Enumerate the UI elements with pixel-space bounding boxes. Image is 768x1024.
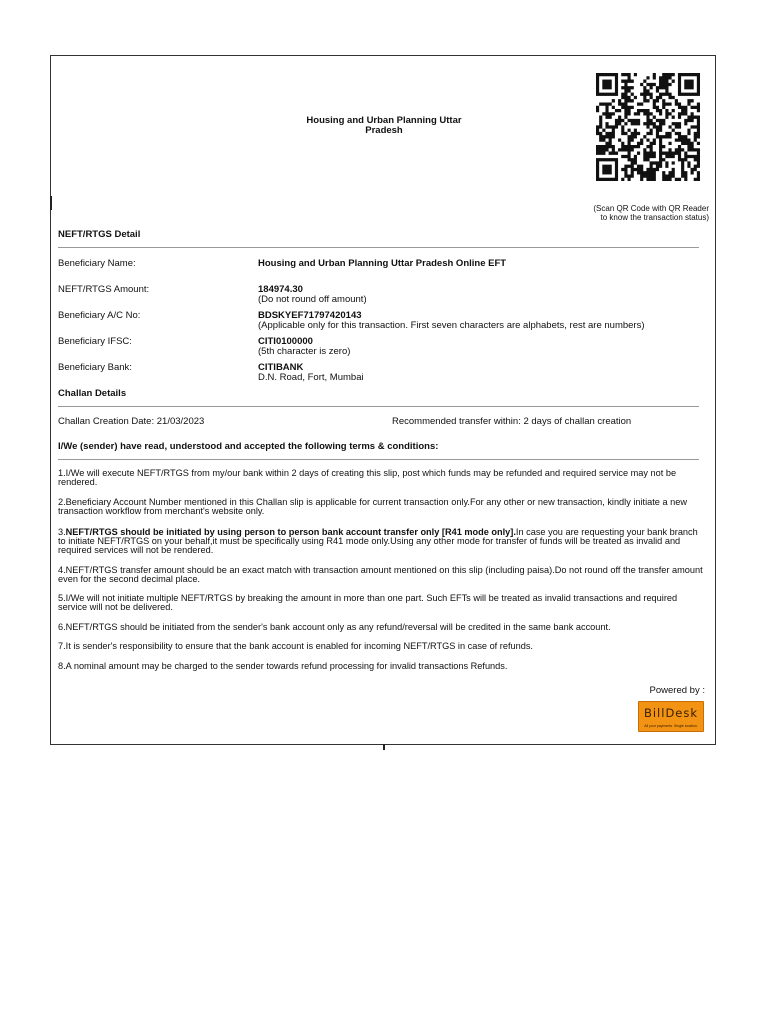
amount-value	[258, 285, 367, 304]
account-number-note: (Applicable only for this transaction. First seven characters are alphabets, rest are numbers)	[258, 319, 645, 331]
recommended-transfer: Recommended transfer within: 2 days of challan creation	[392, 416, 632, 427]
ifsc: CITI0100000	[258, 336, 313, 347]
neft-section-heading: NEFT/RTGS Detail	[58, 229, 141, 240]
account-number-value	[258, 311, 645, 330]
term-item: 6.NEFT/RTGS should be initiated from the sender's bank account only as any refund/reversal will be credited in the same bank account.	[58, 622, 611, 632]
title-line-1: Housing and Urban Planning Uttar	[306, 115, 462, 126]
bank-address: D.N. Road, Fort, Mumbai	[258, 371, 364, 383]
challan-slip	[50, 55, 716, 745]
term-item: 5.I/We will not initiate multiple NEFT/RTGS by breaking the amount in more than one part. Such EFTs will be treated as invalid transactions and required service will not be delivered.	[58, 593, 678, 612]
billdesk-logo	[638, 701, 704, 732]
beneficiary-name-label: Beneficiary Name:	[58, 258, 136, 269]
divider	[58, 247, 699, 248]
title-line-2: Pradesh	[365, 124, 403, 136]
account-number: BDSKYEF71797420143	[258, 310, 362, 321]
term-item: 4.NEFT/RTGS transfer amount should be an exact match with transaction amount mentioned on this slip (including paisa).Do not round off the transfer amount even for the second decimal place.	[58, 565, 703, 584]
amount-note: (Do not round off amount)	[258, 293, 367, 305]
challan-section-heading: Challan Details	[58, 388, 127, 399]
qr-note	[549, 205, 709, 222]
term-number: 3.	[58, 527, 66, 537]
qr-note-line-2: to know the transaction status)	[600, 212, 709, 222]
edge-mark	[383, 744, 385, 750]
ifsc-note: (5th character is zero)	[258, 345, 351, 357]
amount-label: NEFT/RTGS Amount:	[58, 284, 150, 295]
divider	[58, 459, 699, 460]
bank-name: CITIBANK	[258, 362, 304, 373]
qr-note-line-1: (Scan QR Code with QR Reader	[593, 204, 709, 213]
beneficiary-name-value	[258, 259, 506, 269]
edge-mark	[50, 196, 52, 210]
qr-code-icon	[596, 73, 700, 181]
term-item: 1.I/We will execute NEFT/RTGS from my/our bank within 2 days of creating this slip, post which funds may be refunded and required service may not be rendered.	[58, 468, 677, 487]
ifsc-label: Beneficiary IFSC:	[58, 336, 132, 347]
term-item	[58, 528, 703, 554]
bank-value	[258, 363, 364, 382]
challan-creation-date: Challan Creation Date: 21/03/2023	[58, 416, 205, 427]
terms-heading: I/We (sender) have read, understood and accepted the following terms & conditions:	[58, 441, 439, 452]
amount: 184974.30	[258, 284, 303, 295]
logo-text: BillDesk	[643, 706, 699, 720]
page-title	[281, 116, 487, 135]
ifsc-value	[258, 337, 350, 356]
bank-label: Beneficiary Bank:	[58, 362, 132, 373]
logo-tagline: All your payments. Single location.	[644, 724, 698, 728]
powered-by-label: Powered by :	[649, 685, 705, 696]
term-text: In case you are requesting your bank branch to initiate NEFT/RTGS on your behalf,it must be specifically using R41 mode only.Using any other mode for transfer of funds will be treated as invalid and required services will not be rendered.	[58, 527, 698, 555]
beneficiary-name: Housing and Urban Planning Uttar Pradesh Online EFT	[258, 258, 507, 269]
term-emphasis: NEFT/RTGS should be initiated by using person to person bank account transfer only [R41 mode only].	[65, 527, 516, 537]
term-item: 2.Beneficiary Account Number mentioned in this Challan slip is applicable for current transaction only.For any other or new transaction, kindly initiate a new transaction workflow from merchant's website only.	[58, 497, 687, 516]
divider	[58, 406, 699, 407]
term-item: 7.It is sender's responsibility to ensure that the bank account is enabled for incoming NEFT/RTGS in case of refunds.	[58, 641, 533, 651]
term-item: 8.A nominal amount may be charged to the sender towards refund processing for invalid transactions Refunds.	[58, 661, 508, 671]
account-number-label: Beneficiary A/C No:	[58, 310, 141, 321]
